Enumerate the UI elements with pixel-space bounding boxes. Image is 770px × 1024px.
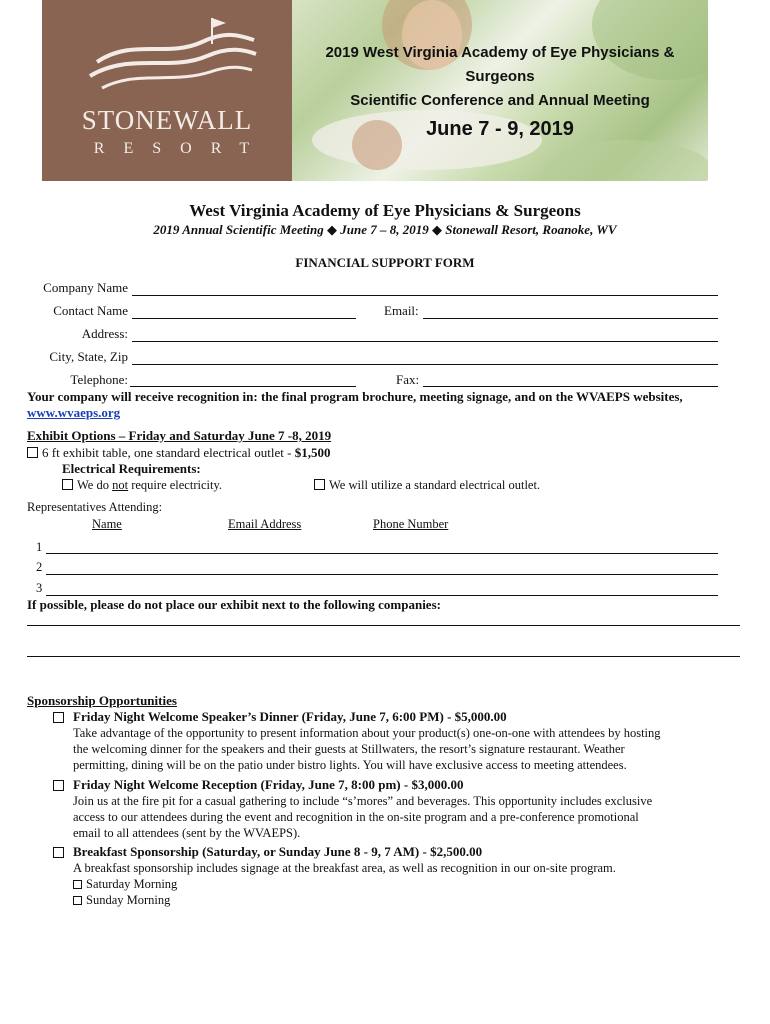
breakfast-desc: A breakfast sponsorship includes signage at the breakfast area, as well as recognition in our on-site program. <box>73 861 616 875</box>
welcome-reception-desc: email to all attendees (sent by the WVAEPS). <box>73 826 301 840</box>
placement-field[interactable] <box>27 625 740 626</box>
rep-row-number: 2 <box>36 560 43 574</box>
exhibit-heading: Exhibit Options – Friday and Saturday June 7 -8, 2019 <box>27 428 332 443</box>
checkbox-icon[interactable] <box>53 712 64 723</box>
banner-line-2: Surgeons <box>465 68 535 85</box>
fax-field[interactable] <box>423 386 718 387</box>
contact-name-field[interactable] <box>132 318 356 319</box>
welcome-reception-desc: access to our attendees during the event and recognition in the on-site program and a pre-conference promotional <box>73 810 639 824</box>
rep-row-number: 1 <box>36 540 43 554</box>
form-title: FINANCIAL SUPPORT FORM <box>295 255 475 270</box>
fax-label: Fax: <box>396 372 420 387</box>
rep-row-field[interactable] <box>46 574 718 575</box>
column-phone: Phone Number <box>373 517 449 531</box>
city-state-zip-label: City, State, Zip <box>49 349 128 364</box>
welcome-reception-title: Friday Night Welcome Reception (Friday, June 7, 8:00 pm) - $3,000.00 <box>73 777 464 792</box>
address-label: Address: <box>81 326 128 341</box>
brand-title: STONEWALL <box>81 105 253 135</box>
electrical-heading: Electrical Requirements: <box>62 461 201 476</box>
wvaeps-link[interactable]: www.wvaeps.org <box>27 405 121 420</box>
rep-row-field[interactable] <box>46 595 718 596</box>
speakers-dinner-desc: Take advantage of the opportunity to present information about your product(s) one-on-one with attendees by hosting <box>73 726 661 740</box>
checkbox-icon[interactable] <box>314 479 325 490</box>
meeting-line: 2019 Annual Scientific Meeting ◆ June 7 – 8, 2019 ◆ Stonewall Resort, Roanoke, WV <box>153 222 617 237</box>
email-label: Email: <box>384 303 419 318</box>
speakers-dinner-title: Friday Night Welcome Speaker’s Dinner (Friday, June 7, 6:00 PM) - $5,000.00 <box>73 709 507 724</box>
banner-dates: June 7 - 9, 2019 <box>426 118 574 140</box>
company-name-label: Company Name <box>43 280 128 295</box>
contact-name-label: Contact Name <box>53 303 128 318</box>
checkbox-icon[interactable] <box>73 880 82 889</box>
checkbox-icon[interactable] <box>27 447 38 458</box>
sunday-morning-option[interactable]: Sunday Morning <box>73 893 170 908</box>
sponsorship-heading: Sponsorship Opportunities <box>27 693 177 708</box>
banner-line-3: Scientific Conference and Annual Meeting <box>350 92 650 109</box>
banner <box>42 0 708 181</box>
couple-photo <box>292 0 708 181</box>
no-electricity-option[interactable]: We do not require electricity. <box>62 478 222 493</box>
checkbox-icon[interactable] <box>73 896 82 905</box>
checkbox-icon[interactable] <box>53 847 64 858</box>
speakers-dinner-desc: the welcoming dinner for the speakers and their guests at Stillwaters, the resort’s signature restaurant. Weather <box>73 742 625 756</box>
stonewall-logo <box>42 0 292 181</box>
rep-row-number: 3 <box>36 581 43 595</box>
banner-line-1: 2019 West Virginia Academy of Eye Physicians & <box>325 44 675 61</box>
representatives-heading: Representatives Attending: <box>27 500 163 514</box>
city-state-zip-field[interactable] <box>132 364 718 365</box>
org-title: West Virginia Academy of Eye Physicians & Surgeons <box>189 201 581 220</box>
placement-text: If possible, please do not place our exhibit next to the following companies: <box>27 597 441 612</box>
company-name-field[interactable] <box>132 295 718 296</box>
checkbox-icon[interactable] <box>62 479 73 490</box>
wave-logo-icon <box>42 0 292 100</box>
welcome-reception-desc: Join us at the fire pit for a casual gathering to include “s’mores” and beverages. This opportunity includes exclusive <box>73 794 653 808</box>
checkbox-icon[interactable] <box>53 780 64 791</box>
saturday-morning-option[interactable]: Saturday Morning <box>73 877 177 892</box>
placement-field[interactable] <box>27 656 740 657</box>
rep-row-field[interactable] <box>46 553 718 554</box>
column-email: Email Address <box>228 517 302 531</box>
address-field[interactable] <box>132 341 718 342</box>
telephone-label: Telephone: <box>70 372 128 387</box>
standard-outlet-option[interactable]: We will utilize a standard electrical outlet. <box>314 478 540 493</box>
column-name: Name <box>92 517 122 531</box>
speakers-dinner-desc: permitting, dining will be on the patio under bistro lights. You will have exclusive access to meeting attendees. <box>73 758 627 772</box>
email-field[interactable] <box>423 318 718 319</box>
breakfast-title: Breakfast Sponsorship (Saturday, or Sunday June 8 - 9, 7 AM) - $2,500.00 <box>73 844 483 859</box>
telephone-field[interactable] <box>130 386 356 387</box>
exhibit-table-option[interactable]: 6 ft exhibit table, one standard electrical outlet - $1,500 <box>27 445 330 461</box>
brand-subtitle: RESORT <box>93 140 269 157</box>
recognition-text: Your company will receive recognition in: the final program brochure, meeting signage, and on the WVAEPS websites, <box>27 389 683 404</box>
